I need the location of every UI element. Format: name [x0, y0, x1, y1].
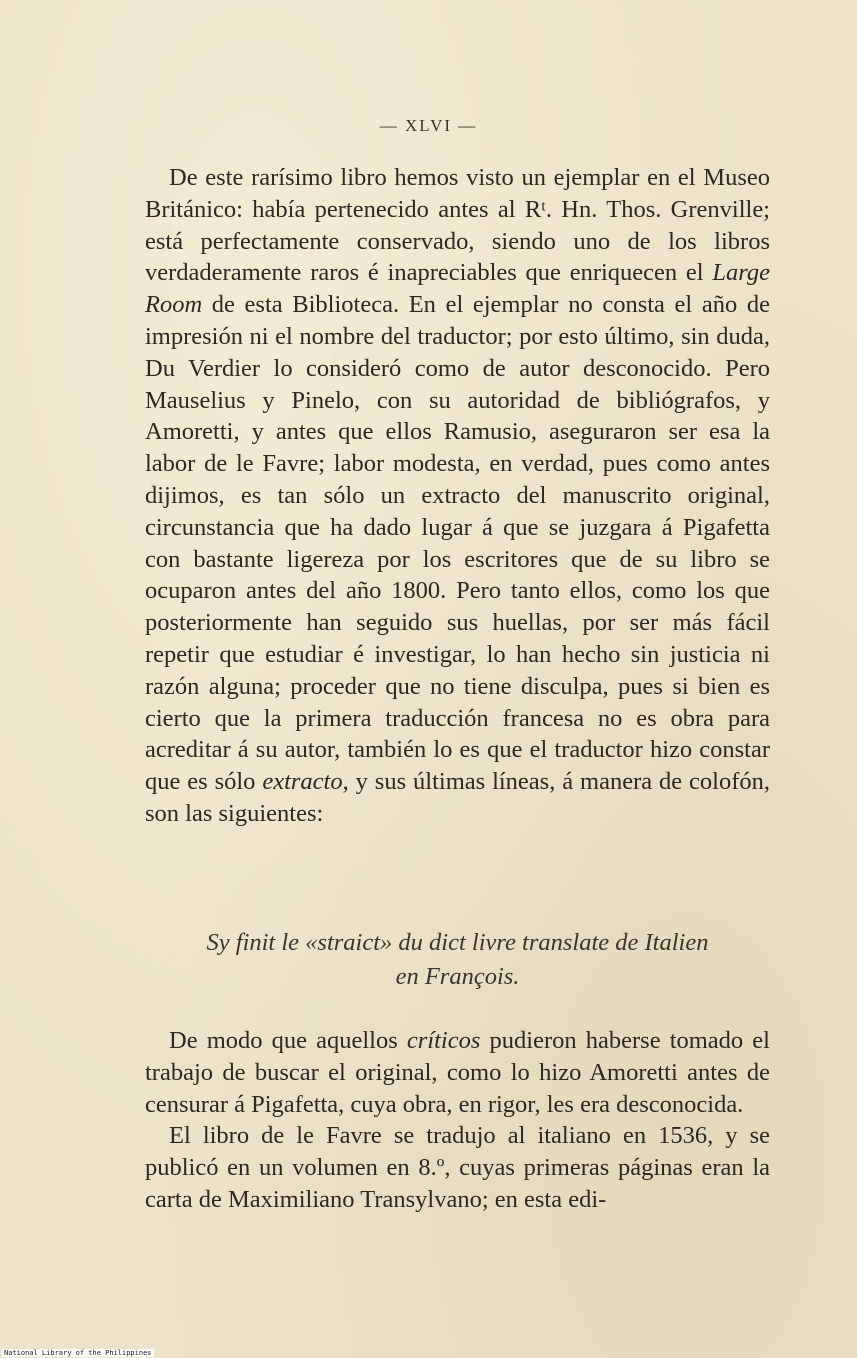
paragraph-text: , y sus últimas líneas, á manera de colofón, son las siguientes: — [145, 768, 771, 827]
colophon-quote — [145, 926, 770, 994]
italic-large-room: Large Room — [145, 259, 770, 319]
paragraph-text: pudieron haberse tomado el trabajo de buscar el original, como lo hizo Amoretti antes de censurar á Pigafetta, cuya obra, en rigor, les era desconocida. — [145, 1027, 770, 1118]
library-credit: National Library of the Philippines — [4, 1349, 152, 1357]
body-text-lower — [145, 1025, 770, 1216]
colophon-line-1: Sy finit le «straict» du dict livre translate de Italien — [206, 929, 709, 956]
paragraph-criticos — [145, 1025, 770, 1120]
paragraph-italian-translation: El libro de le Favre se tradujo al italiano en 1536, y se publicó en un volumen en 8.º, cuyas primeras páginas eran la carta de Maximiliano Transylvano; en esta edi- — [145, 1122, 770, 1213]
paragraph-text: De este rarísimo libro hemos visto un ejemplar en el Museo Británico: había pertenecido antes al Rᵗ. Hn. Thos. Grenville; está perfectamente conservado, siendo uno de los libros verdaderamente raros é inapreciables que enriquecen el — [145, 164, 770, 287]
italic-criticos: críticos — [406, 1027, 481, 1054]
page-number-header: — XLVI — — [379, 116, 478, 135]
paragraph-text: de esta Biblioteca. En el ejemplar no consta el año de impresión ni el nombre del traductor; por esto último, sin duda, Du Verdier lo consideró como de autor desconocido. Pero Mauselius y Pinelo, con su autoridad de bibliógrafos, y Amoretti, y antes que ellos Ramusio, aseguraron ser esa la labor de le Favre; labor modesta, en verdad, pues como antes dijimos, es tan sólo un extracto del manuscrito original, circunstancia que ha dado lugar á que se juzgara á Pigafetta con bastante ligereza por los escritores que de su libro se ocuparon antes del año 1800. Pero tanto ellos, como los que posteriormente han seguido sus huellas, por ser más fácil repetir que estudiar é investigar, lo han hecho sin justicia ni razón alguna; proceder que no tiene disculpa, pues si bien es cierto que la primera traducción francesa no es obra para acreditar á su autor, también lo es que el traductor hizo constar que es sólo — [145, 291, 770, 796]
paragraph-grenville-copy — [145, 162, 770, 830]
body-text-upper — [145, 162, 770, 830]
italic-extracto: extracto — [262, 768, 343, 796]
paragraph-text: De modo que aquellos — [169, 1027, 407, 1054]
colophon-line-2: en François. — [395, 963, 520, 990]
